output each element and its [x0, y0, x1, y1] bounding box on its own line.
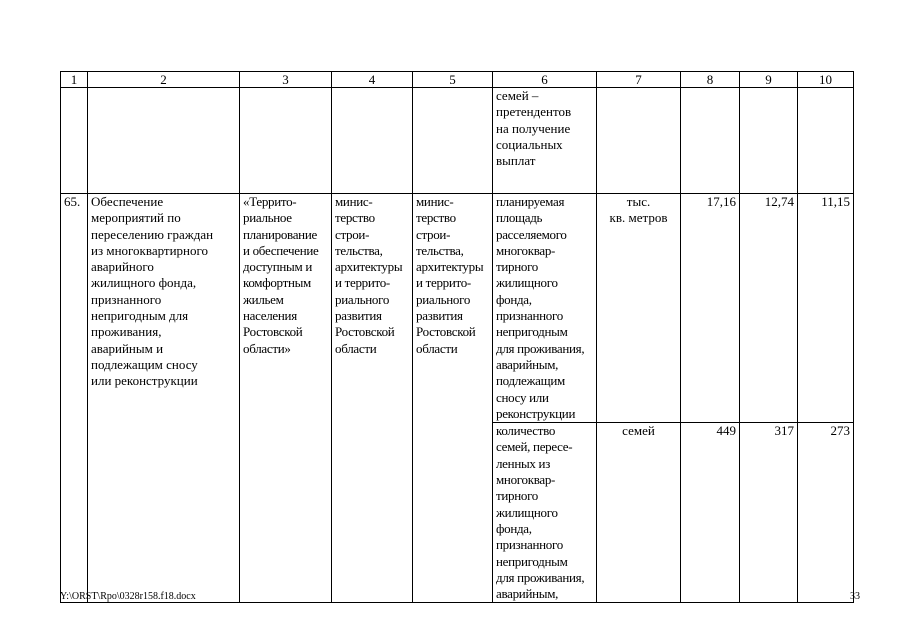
value-area-col9: 12,74 [740, 194, 798, 423]
value-families-col8: 449 [681, 423, 740, 603]
value-area-col8: 17,16 [681, 194, 740, 423]
header-cell-5: 5 [413, 72, 493, 88]
unit-families-cell: семей [597, 423, 681, 603]
executor-cell: минис- терство строи- тельства, архитектуры и террито- риального развития Ростовской области [332, 194, 413, 603]
header-cell-4: 4 [332, 72, 413, 88]
header-cell-3: 3 [240, 72, 332, 88]
table-row-65 [61, 194, 854, 423]
footer-file-path: Y:\ORST\Rpo\0328r158.f18.docx [60, 591, 196, 602]
header-cell-10: 10 [798, 72, 854, 88]
unit-area-cell: тыс. кв. метров [597, 194, 681, 423]
header-cell-6: 6 [493, 72, 597, 88]
indicator-area-cell: планируемая площадь расселяемого многоквар- тирного жилищного фонда, признанного непригодным для проживания, аварийным, подлежащим сносу или реконструкции [493, 194, 597, 423]
continued-indicator-cell: семей – претендентов на получение социальных выплат [493, 88, 597, 194]
page-number: 33 [850, 591, 860, 602]
header-cell-9: 9 [740, 72, 798, 88]
header-cell-1: 1 [61, 72, 88, 88]
continuation-row [61, 88, 854, 194]
value-families-col9: 317 [740, 423, 798, 603]
row-number: 65. [61, 194, 88, 603]
main-table [60, 71, 854, 603]
indicator-families-cell: количество семей, пересе- ленных из многоквар- тирного жилищного фонда, признанного непригодным для проживания, аварийным, [493, 423, 597, 603]
coexecutor-cell: минис- терство строи- тельства, архитектуры и террито- риального развития Ростовской области [413, 194, 493, 603]
measure-title-cell: Обеспечение мероприятий по переселению граждан из многоквартирного аварийного жилищного фонда, признанного непригодным для проживания, аварийным и подлежащим сносу или реконструкции [88, 194, 240, 603]
value-families-col10: 273 [798, 423, 854, 603]
header-cell-8: 8 [681, 72, 740, 88]
value-area-col10: 11,15 [798, 194, 854, 423]
header-row [61, 72, 854, 88]
program-cell: «Террито- риальное планирование и обеспечение доступным и комфортным жильем населения Ростовской области» [240, 194, 332, 603]
header-cell-7: 7 [597, 72, 681, 88]
header-cell-2: 2 [88, 72, 240, 88]
